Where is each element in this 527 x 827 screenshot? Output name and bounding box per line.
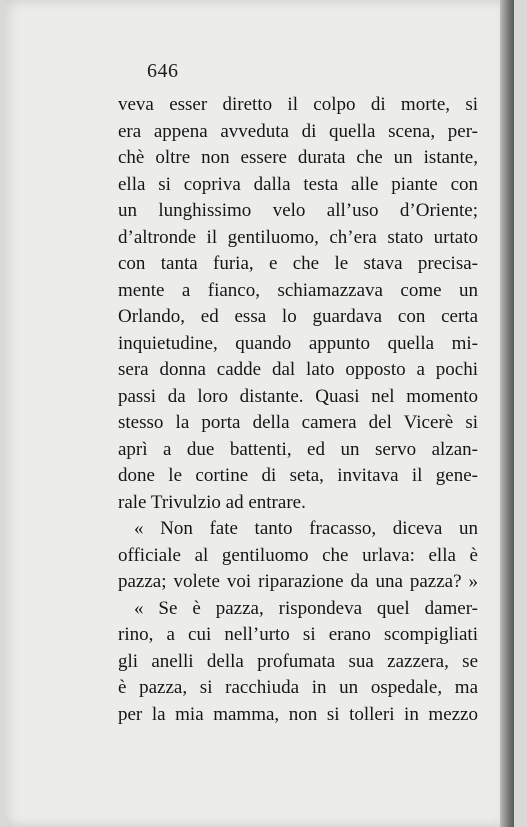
text-line: era appena avveduta di quella scena, per- (118, 120, 478, 142)
book-page (6, 0, 514, 827)
text-line: d’altronde il gentiluomo, ch’era stato urtato (118, 226, 478, 248)
text-line: Orlando, ed essa lo guardava con certa (118, 306, 478, 327)
text-line: officiale al gentiluomo che urlava: ella è (118, 544, 478, 566)
page-number: 646 (147, 60, 179, 82)
text-line: gli anelli della profumata sua zazzera, se (118, 650, 478, 672)
text-line: ella si copriva dalla testa alle piante con (118, 173, 478, 195)
text-line: chè oltre non essere durata che un istante, (118, 147, 478, 168)
text-line: mente a fianco, schiamazzava come un (118, 279, 478, 301)
body-text (118, 92, 478, 728)
text-line: sera donna cadde dal lato opposto a pochi (118, 359, 478, 380)
text-line: pazza; volete voi riparazione da una pazza? » (118, 571, 478, 592)
text-line: con tanta furia, e che le stava precisa- (118, 253, 478, 274)
text-line: inquietudine, quando appunto quella mi- (118, 332, 478, 354)
text-line: è pazza, si racchiuda in un ospedale, ma (118, 677, 478, 698)
text-line: rale Trivulzio ad entrare. (118, 491, 306, 513)
text-line: « Se è pazza, rispondeva quel damer- (134, 597, 478, 619)
text-line: stesso la porta della camera del Vicerè si (118, 412, 478, 433)
text-line: per la mia mamma, non si tolleri in mezzo (118, 703, 478, 725)
text-line: un lunghissimo velo all’uso d’Oriente; (118, 200, 478, 221)
page-edge-shadow (500, 0, 514, 827)
text-line: « Non fate tanto fracasso, diceva un (134, 518, 478, 539)
text-line: done le cortine di seta, invitava il gene- (118, 465, 478, 486)
text-line: aprì a due battenti, ed un servo alzan- (118, 438, 478, 460)
text-line: passi da loro distante. Quasi nel momento (118, 385, 478, 407)
text-line: rino, a cui nell’urto si erano scompigliati (118, 624, 478, 645)
text-line: veva esser diretto il colpo di morte, si (118, 94, 478, 115)
